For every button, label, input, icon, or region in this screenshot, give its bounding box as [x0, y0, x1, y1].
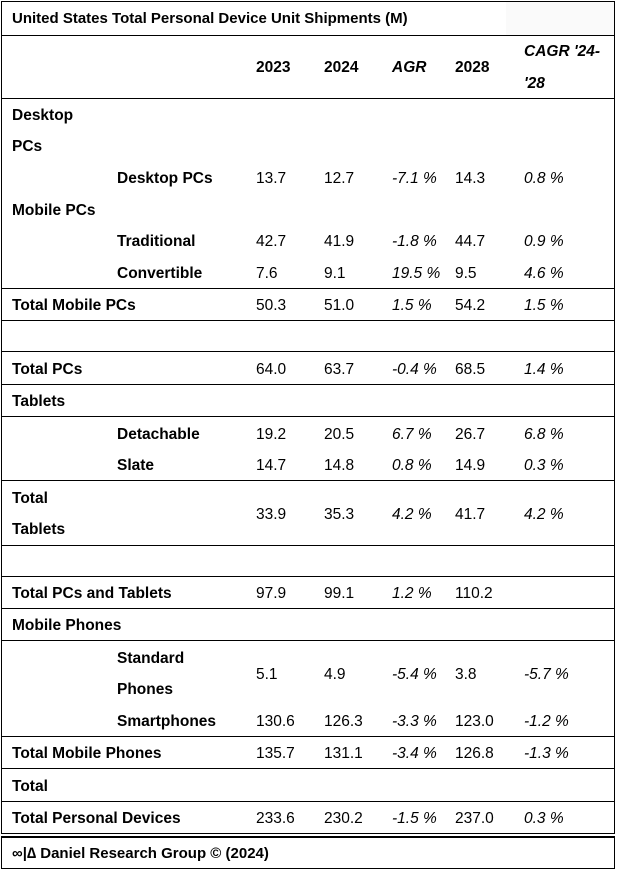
cell-desktop-pcs-cagr: 0.8 % [524, 170, 564, 187]
cell-total-pcs-cagr: 1.4 % [524, 361, 564, 378]
cell-smartphones-2028: 123.0 [455, 713, 494, 730]
cell-standard-phones-agr: -5.4 % [392, 666, 437, 683]
row-label-desktop-pcs: Desktop PCs [117, 170, 213, 187]
section-mobile-phones: Mobile Phones [12, 617, 122, 634]
row-label-standard-phones-line1: Standard [117, 650, 185, 667]
cell-total-pcs-2024: 63.7 [324, 361, 355, 378]
cell-desktop-pcs-2024: 12.7 [324, 170, 355, 187]
divider [2, 384, 614, 385]
row-label-total-mobile-phones: Total Mobile Phones [12, 745, 162, 762]
cell-traditional-2023: 42.7 [256, 233, 287, 250]
cell-smartphones-cagr: -1.2 % [524, 713, 569, 730]
row-label-total-tablets-line1: Total [12, 490, 48, 507]
section-mobile-pcs: Mobile PCs [12, 202, 96, 219]
row-label-convertible: Convertible [117, 265, 203, 282]
cell-total-pcs-agr: -0.4 % [392, 361, 437, 378]
col-header-agr: AGR [392, 59, 427, 76]
cell-total-personal-devices-agr: -1.5 % [392, 810, 437, 827]
cell-total-mobile-pcs-cagr: 1.5 % [524, 297, 564, 314]
row-label-total-pcs: Total PCs [12, 361, 83, 378]
cell-standard-phones-2028: 3.8 [455, 666, 477, 683]
divider [2, 801, 614, 802]
section-desktop-pcs-line2: PCs [12, 138, 43, 155]
cell-total-tablets-2023: 33.9 [256, 506, 287, 523]
title-bar [2, 2, 506, 36]
col-header-2028: 2028 [455, 59, 490, 76]
cell-desktop-pcs-agr: -7.1 % [392, 170, 437, 187]
cell-total-tablets-cagr: 4.2 % [524, 506, 564, 523]
cell-total-mobile-phones-2023: 135.7 [256, 745, 295, 762]
cell-total-pcs-tablets-2028: 110.2 [455, 585, 493, 602]
cell-slate-agr: 0.8 % [392, 457, 432, 474]
cell-smartphones-2024: 126.3 [324, 713, 363, 730]
divider [2, 480, 614, 481]
cell-standard-phones-2023: 5.1 [256, 666, 278, 683]
cell-total-personal-devices-2023: 233.6 [256, 810, 295, 827]
cell-total-personal-devices-cagr: 0.3 % [524, 810, 564, 827]
title-bar-blank-cell [506, 2, 614, 36]
cell-slate-2023: 14.7 [256, 457, 287, 474]
cell-convertible-agr: 19.5 % [392, 265, 441, 282]
row-label-detachable: Detachable [117, 426, 200, 443]
cell-desktop-pcs-2023: 13.7 [256, 170, 287, 187]
row-label-total-mobile-pcs: Total Mobile PCs [12, 297, 136, 314]
cell-convertible-2024: 9.1 [324, 265, 346, 282]
cell-detachable-agr: 6.7 % [392, 426, 432, 443]
divider [2, 545, 614, 546]
cell-total-pcs-2023: 64.0 [256, 361, 287, 378]
cell-convertible-2023: 7.6 [256, 265, 278, 282]
col-header-2024: 2024 [324, 59, 359, 76]
cell-smartphones-agr: -3.3 % [392, 713, 437, 730]
cell-total-mobile-phones-2024: 131.1 [324, 745, 363, 762]
cell-total-pcs-tablets-2024: 99.1 [324, 585, 355, 602]
row-label-smartphones: Smartphones [117, 713, 217, 730]
cell-smartphones-2023: 130.6 [256, 713, 295, 730]
col-header-2023: 2023 [256, 59, 291, 76]
row-label-total-pcs-tablets: Total PCs and Tablets [12, 585, 172, 602]
row-label-traditional: Traditional [117, 233, 196, 250]
row-label-slate: Slate [117, 457, 155, 474]
cell-total-tablets-2024: 35.3 [324, 506, 355, 523]
divider [2, 608, 614, 609]
section-desktop-pcs-line1: Desktop [12, 107, 74, 124]
divider [2, 736, 614, 737]
cell-total-mobile-pcs-2023: 50.3 [256, 297, 287, 314]
cell-total-pcs-2028: 68.5 [455, 361, 486, 378]
divider [2, 320, 614, 321]
col-header-cagr-line2: '28 [524, 75, 545, 92]
footer [1, 836, 615, 869]
cell-total-personal-devices-2028: 237.0 [455, 810, 494, 827]
cell-detachable-2023: 19.2 [256, 426, 287, 443]
divider [2, 351, 614, 352]
cell-standard-phones-2024: 4.9 [324, 666, 346, 683]
cell-total-mobile-phones-cagr: -1.3 % [524, 745, 569, 762]
divider [2, 98, 614, 99]
row-label-standard-phones-line2: Phones [117, 681, 173, 698]
divider [2, 768, 614, 769]
divider [2, 416, 614, 417]
cell-total-tablets-2028: 41.7 [455, 506, 486, 523]
copyright-text: ∞|∆ Daniel Research Group © (2024) [12, 845, 269, 862]
cell-desktop-pcs-2028: 14.3 [455, 170, 486, 187]
divider [2, 640, 614, 641]
cell-total-mobile-phones-agr: -3.4 % [392, 745, 437, 762]
shipments-table [1, 1, 615, 834]
cell-detachable-2028: 26.7 [455, 426, 486, 443]
cell-total-mobile-pcs-2024: 51.0 [324, 297, 355, 314]
cell-traditional-cagr: 0.9 % [524, 233, 564, 250]
cell-slate-2028: 14.9 [455, 457, 486, 474]
row-label-total-tablets-line2: Tablets [12, 521, 66, 538]
row-label-total-personal-devices: Total Personal Devices [12, 810, 181, 827]
section-tablets: Tablets [12, 393, 66, 410]
cell-standard-phones-cagr: -5.7 % [524, 666, 569, 683]
cell-traditional-2024: 41.9 [324, 233, 355, 250]
cell-total-mobile-phones-2028: 126.8 [455, 745, 494, 762]
divider [2, 576, 614, 577]
cell-traditional-2028: 44.7 [455, 233, 486, 250]
cell-slate-cagr: 0.3 % [524, 457, 564, 474]
cell-total-mobile-pcs-2028: 54.2 [455, 297, 486, 314]
cell-detachable-cagr: 6.8 % [524, 426, 564, 443]
cell-detachable-2024: 20.5 [324, 426, 355, 443]
cell-total-pcs-tablets-2023: 97.9 [256, 585, 287, 602]
col-header-cagr-line1: CAGR '24- [524, 43, 601, 60]
cell-total-tablets-agr: 4.2 % [392, 506, 432, 523]
table-title: United States Total Personal Device Unit Shipments (M) [12, 10, 408, 27]
cell-total-pcs-tablets-agr: 1.2 % [392, 585, 432, 602]
cell-traditional-agr: -1.8 % [392, 233, 437, 250]
cell-convertible-cagr: 4.6 % [524, 265, 564, 282]
section-total: Total [12, 778, 48, 795]
divider [2, 288, 614, 289]
cell-total-personal-devices-2024: 230.2 [324, 810, 363, 827]
cell-convertible-2028: 9.5 [455, 265, 477, 282]
cell-slate-2024: 14.8 [324, 457, 355, 474]
cell-total-mobile-pcs-agr: 1.5 % [392, 297, 432, 314]
